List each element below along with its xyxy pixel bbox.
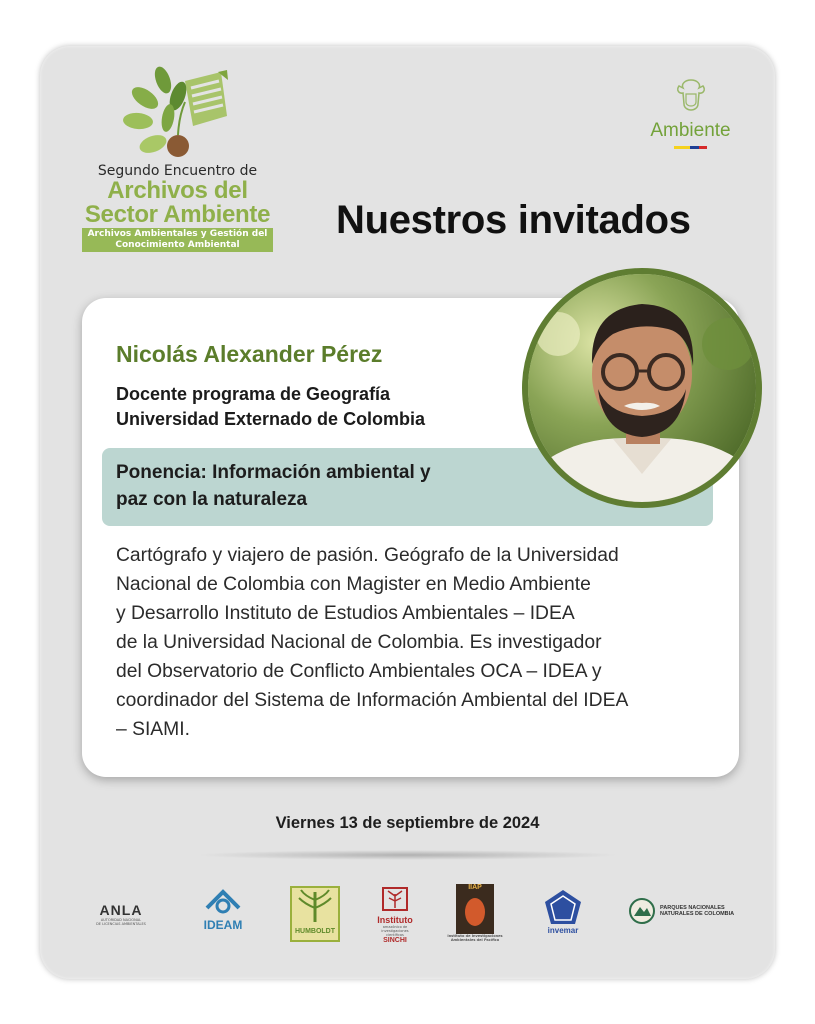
bio-line: de la Universidad Nacional de Colombia. Es investigador [116,632,602,653]
talk-title-line2: paz con la naturaleza [116,489,308,510]
event-badge-line2: Conocimiento Ambiental [115,240,240,250]
iiap-name: IIAP [468,884,482,891]
iiap-logo [442,884,508,942]
ideam-name: IDEAM [203,918,243,932]
anla-subtitle-2: DE LICENCIAS AMBIENTALES [96,922,146,926]
leaves-document-icon [123,66,233,161]
bio-line: y Desarrollo Instituto de Estudios Ambientales – IDEA [116,603,575,624]
anla-name: ANLA [99,902,143,918]
speaker-role-line2: Universidad Externado de Colombia [116,409,426,429]
divider [195,850,620,860]
invemar-logo [538,888,588,935]
event-title-line2: Sector Ambiente [84,201,271,228]
speaker-bio [116,541,716,744]
event-badge-line1: Archivos Ambientales y Gestión del [87,229,268,239]
sinchi-subtitle: amazónico de investigaciones científicas [381,925,409,937]
event-title-line1: Archivos del [107,177,248,204]
pnn-emblem-icon [628,896,656,926]
sinchi-tree-icon [380,886,410,912]
event-subtitle: Segundo Encuentro de [97,163,258,179]
ministry-label: Ambiente [650,120,731,141]
speaker-role-line1: Docente programa de Geografía [116,384,391,404]
iiap-emblem [456,884,494,934]
pnn-logo [628,896,738,926]
speaker-name: Nicolás Alexander Pérez [116,341,383,367]
humboldt-logo [290,886,340,942]
talk-title-line1: Ponencia: Información ambiental y [116,462,431,483]
event-badge [82,228,274,252]
humboldt-plant-icon [295,888,335,924]
bio-line: – SIAMI. [116,719,190,740]
speaker-photo [522,268,762,508]
partner-logos [80,880,740,950]
page-title: Nuestros invitados [336,198,691,242]
bio-line: Nacional de Colombia con Magister en Medio Ambiente [116,574,591,595]
speaker-role [116,382,425,432]
coat-of-arms-icon [673,78,709,112]
ideam-logo [198,888,248,932]
ministry-logo [638,78,743,149]
ideam-house-icon [203,888,243,914]
iiap-subtitle-1: Instituto de Investigaciones [447,934,503,938]
bio-line: Cartógrafo y viajero de pasión. Geógrafo de la Universidad [116,545,619,566]
anla-logo [86,902,156,926]
sinchi-name-1: Instituto [377,915,413,925]
anla-subtitle-1: AUTORIDAD NACIONAL [100,918,142,922]
colombia-flag-stripe [674,146,707,149]
pnn-name-1: PARQUES NACIONALES [660,905,725,911]
sinchi-logo [373,886,417,944]
event-date: Viernes 13 de septiembre de 2024 [275,814,540,832]
humboldt-name: HUMBOLDT [294,928,336,935]
event-logo [70,66,285,266]
talk-title [116,459,536,513]
iiap-subtitle-2: Ambientales del Pacífico [450,938,500,942]
invemar-shell-icon [541,888,585,928]
sinchi-name-2: SINCHI [383,937,407,944]
bio-line: del Observatorio de Conflicto Ambientales OCA – IDEA y [116,661,602,682]
pnn-name-2: NATURALES DE COLOMBIA [660,911,735,917]
bio-line: coordinador del Sistema de Información Ambiental del IDEA [116,690,629,711]
invemar-name: invemar [547,926,579,935]
